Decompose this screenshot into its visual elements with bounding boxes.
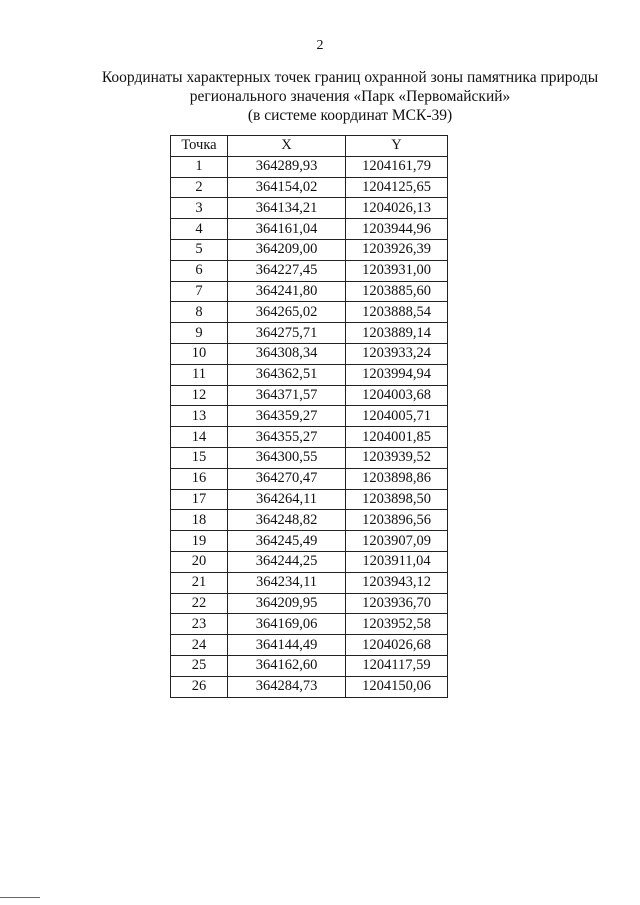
cell-x: 364275,71 — [228, 323, 346, 344]
cell-x: 364209,95 — [228, 593, 346, 614]
cell-point: 14 — [171, 427, 228, 448]
cell-point: 18 — [171, 510, 228, 531]
cell-y: 1204117,59 — [346, 655, 448, 676]
table-body — [171, 156, 448, 697]
cell-point: 25 — [171, 655, 228, 676]
cell-point: 5 — [171, 239, 228, 260]
cell-point: 6 — [171, 260, 228, 281]
cell-x: 364209,00 — [228, 239, 346, 260]
table-row — [171, 447, 448, 468]
cell-point: 12 — [171, 385, 228, 406]
cell-point: 9 — [171, 323, 228, 344]
cell-point: 22 — [171, 593, 228, 614]
table-row — [171, 427, 448, 448]
cell-point: 24 — [171, 635, 228, 656]
table-row — [171, 676, 448, 697]
table-row — [171, 614, 448, 635]
cell-x: 364371,57 — [228, 385, 346, 406]
cell-x: 364284,73 — [228, 676, 346, 697]
cell-y: 1203898,50 — [346, 489, 448, 510]
title-line-1: Координаты характерных точек границ охранной зоны памятника природы — [101, 69, 599, 86]
cell-y: 1204026,68 — [346, 635, 448, 656]
cell-x: 364234,11 — [228, 572, 346, 593]
cell-y: 1203994,94 — [346, 364, 448, 385]
cell-point: 21 — [171, 572, 228, 593]
table-row — [171, 572, 448, 593]
cell-point: 11 — [171, 364, 228, 385]
cell-point: 16 — [171, 468, 228, 489]
table-row — [171, 323, 448, 344]
cell-point: 10 — [171, 343, 228, 364]
cell-y: 1203936,70 — [346, 593, 448, 614]
header-point: Точка — [171, 136, 228, 157]
cell-point: 13 — [171, 406, 228, 427]
cell-x: 364241,80 — [228, 281, 346, 302]
coordinates-table — [170, 135, 448, 698]
table-row — [171, 177, 448, 198]
table-row — [171, 302, 448, 323]
cell-y: 1203944,96 — [346, 219, 448, 240]
table-row — [171, 239, 448, 260]
table-row — [171, 655, 448, 676]
cell-y: 1203898,86 — [346, 468, 448, 489]
cell-y: 1204125,65 — [346, 177, 448, 198]
header-y: Y — [346, 136, 448, 157]
cell-y: 1204026,13 — [346, 198, 448, 219]
cell-x: 364270,47 — [228, 468, 346, 489]
cell-y: 1204001,85 — [346, 427, 448, 448]
cell-y: 1203926,39 — [346, 239, 448, 260]
table-row — [171, 198, 448, 219]
cell-x: 364362,51 — [228, 364, 346, 385]
cell-point: 19 — [171, 531, 228, 552]
table-row — [171, 219, 448, 240]
cell-y: 1203931,00 — [346, 260, 448, 281]
cell-y: 1204003,68 — [346, 385, 448, 406]
cell-x: 364300,55 — [228, 447, 346, 468]
cell-y: 1203911,04 — [346, 551, 448, 572]
cell-point: 2 — [171, 177, 228, 198]
title-line-3: (в системе координат МСК-39) — [247, 107, 453, 124]
page-number: 2 — [316, 38, 324, 53]
cell-y: 1203885,60 — [346, 281, 448, 302]
cell-point: 15 — [171, 447, 228, 468]
cell-point: 26 — [171, 676, 228, 697]
cell-y: 1204161,79 — [346, 156, 448, 177]
table-row — [171, 551, 448, 572]
cell-point: 17 — [171, 489, 228, 510]
cell-x: 364245,49 — [228, 531, 346, 552]
table-row — [171, 510, 448, 531]
cell-y: 1203952,58 — [346, 614, 448, 635]
cell-y: 1203888,54 — [346, 302, 448, 323]
table-row — [171, 468, 448, 489]
cell-y: 1204150,06 — [346, 676, 448, 697]
cell-point: 7 — [171, 281, 228, 302]
table-row — [171, 364, 448, 385]
title-line-2: регионального значения «Парк «Первомайский» — [189, 88, 511, 105]
document-title — [60, 68, 640, 125]
table-row — [171, 385, 448, 406]
cell-x: 364248,82 — [228, 510, 346, 531]
cell-x: 364161,04 — [228, 219, 346, 240]
cell-x: 364289,93 — [228, 156, 346, 177]
cell-point: 8 — [171, 302, 228, 323]
cell-y: 1204005,71 — [346, 406, 448, 427]
cell-x: 364227,45 — [228, 260, 346, 281]
cell-x: 364308,34 — [228, 343, 346, 364]
header-x: X — [228, 136, 346, 157]
cell-x: 364169,06 — [228, 614, 346, 635]
table-row — [171, 531, 448, 552]
table-row — [171, 406, 448, 427]
cell-point: 3 — [171, 198, 228, 219]
cell-y: 1203896,56 — [346, 510, 448, 531]
table-row — [171, 635, 448, 656]
table-header-row — [171, 136, 448, 157]
cell-x: 364154,02 — [228, 177, 346, 198]
cell-point: 20 — [171, 551, 228, 572]
cell-y: 1203943,12 — [346, 572, 448, 593]
cell-point: 4 — [171, 219, 228, 240]
table-row — [171, 260, 448, 281]
cell-x: 364144,49 — [228, 635, 346, 656]
table-row — [171, 281, 448, 302]
footer-divider — [0, 897, 40, 898]
cell-y: 1203907,09 — [346, 531, 448, 552]
table-row — [171, 156, 448, 177]
cell-y: 1203933,24 — [346, 343, 448, 364]
cell-point: 23 — [171, 614, 228, 635]
cell-x: 364134,21 — [228, 198, 346, 219]
cell-x: 364355,27 — [228, 427, 346, 448]
cell-x: 364244,25 — [228, 551, 346, 572]
table-row — [171, 343, 448, 364]
table-row — [171, 489, 448, 510]
cell-point: 1 — [171, 156, 228, 177]
cell-x: 364265,02 — [228, 302, 346, 323]
table-row — [171, 593, 448, 614]
cell-x: 364162,60 — [228, 655, 346, 676]
cell-x: 364359,27 — [228, 406, 346, 427]
cell-y: 1203939,52 — [346, 447, 448, 468]
cell-y: 1203889,14 — [346, 323, 448, 344]
cell-x: 364264,11 — [228, 489, 346, 510]
